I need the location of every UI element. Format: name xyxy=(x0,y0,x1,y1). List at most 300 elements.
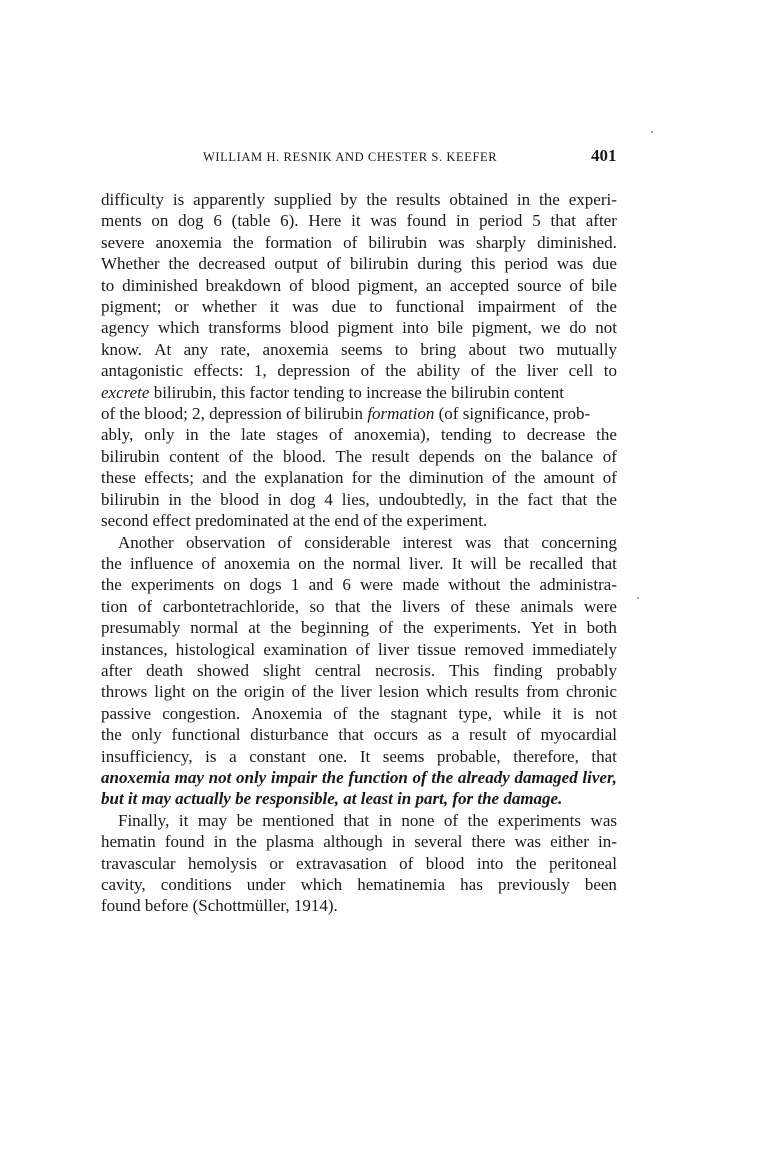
word: blood xyxy=(220,489,259,509)
word: period xyxy=(479,211,523,231)
word: to xyxy=(603,361,617,381)
word: stages xyxy=(276,425,319,445)
word: in xyxy=(563,618,577,638)
word: these xyxy=(101,468,136,488)
word: experiments. xyxy=(433,618,521,638)
word: and xyxy=(202,468,227,488)
word: during xyxy=(417,254,462,274)
word: tending xyxy=(440,425,492,445)
word: effects: xyxy=(193,361,244,381)
word: these xyxy=(475,596,511,616)
word: liver. xyxy=(408,553,444,573)
word: the xyxy=(101,575,122,595)
word: know. xyxy=(101,339,142,359)
word: either xyxy=(550,832,589,852)
word: be xyxy=(505,553,522,573)
word: the xyxy=(101,553,122,573)
word: the xyxy=(495,361,517,381)
word: from xyxy=(525,682,560,702)
paragraph-1-line xyxy=(101,424,617,445)
word: (table xyxy=(231,211,271,231)
word: diminished xyxy=(122,275,198,295)
word: of xyxy=(412,767,427,787)
word: not xyxy=(595,703,617,723)
word: constant xyxy=(249,746,306,766)
word: interest xyxy=(402,532,453,552)
word: occurs xyxy=(373,725,418,745)
word: accepted xyxy=(449,275,510,295)
word: source xyxy=(517,275,562,295)
word: the xyxy=(270,618,292,638)
word: of xyxy=(602,446,617,466)
paragraph-1-line xyxy=(101,446,617,467)
word: It xyxy=(451,553,463,573)
word: depends xyxy=(418,446,475,466)
word: removed xyxy=(464,639,524,659)
word: central xyxy=(314,660,362,680)
word: the xyxy=(321,767,344,787)
word: blood xyxy=(311,275,350,295)
word: functional xyxy=(171,725,241,745)
word: conditions xyxy=(160,875,232,894)
word: content xyxy=(169,446,220,466)
word: At xyxy=(154,339,172,359)
paragraph-2-line xyxy=(101,703,617,724)
word: normal xyxy=(352,553,401,573)
word: it xyxy=(269,297,280,317)
paragraph-1-line xyxy=(101,296,617,317)
word: dog xyxy=(290,489,316,509)
word: in xyxy=(475,489,489,509)
word: This xyxy=(449,660,480,680)
word: difficulty xyxy=(101,190,164,209)
running-head: WILLIAM H. RESNIK AND CHESTER S. KEEFER xyxy=(203,150,498,164)
word: be xyxy=(236,810,253,830)
word: recalled xyxy=(529,553,584,573)
word: pigment; xyxy=(101,297,162,317)
word: 6 xyxy=(342,575,351,595)
word: anoxemia), xyxy=(353,425,430,445)
paragraph-3-line xyxy=(101,853,617,874)
word: carbontetrachloride, xyxy=(162,596,299,616)
word: the xyxy=(431,767,454,787)
word: may xyxy=(174,767,204,787)
word: that xyxy=(591,553,617,573)
word: the xyxy=(323,553,345,573)
word: of xyxy=(450,596,465,616)
word: ments xyxy=(101,211,142,231)
word: that xyxy=(503,532,530,552)
word: stagnant xyxy=(390,703,448,723)
word: made xyxy=(402,575,440,595)
line-text: of the blood; 2, depression of bilirubin xyxy=(101,404,368,424)
word: breakdown xyxy=(205,275,282,295)
word: that xyxy=(591,746,617,766)
word: was xyxy=(514,832,542,852)
word: output xyxy=(274,254,318,274)
word: finding xyxy=(493,660,543,680)
word: origin xyxy=(244,682,285,702)
word: blood. xyxy=(282,446,326,466)
word: congestion. xyxy=(162,703,241,723)
word: the xyxy=(190,489,212,509)
paragraph-1-line xyxy=(101,489,617,510)
word: of xyxy=(201,553,216,573)
word: which xyxy=(158,318,200,338)
word: rate, xyxy=(220,339,251,359)
word: into xyxy=(402,318,429,338)
word: of xyxy=(378,618,394,638)
word: for xyxy=(351,468,372,488)
word: balance xyxy=(541,446,594,466)
word: the xyxy=(312,682,334,702)
word: in xyxy=(391,832,406,852)
word: beginning xyxy=(301,618,370,638)
word: mentioned xyxy=(262,810,334,830)
word: impairment xyxy=(477,297,556,317)
word: was xyxy=(438,232,465,252)
word: on xyxy=(223,575,241,595)
word: previously xyxy=(497,875,570,894)
word: lesion xyxy=(378,682,420,702)
word: of xyxy=(277,532,292,552)
word: of xyxy=(569,275,584,295)
word: the xyxy=(539,190,560,209)
word: in xyxy=(378,810,392,830)
paragraph-2-line xyxy=(101,660,617,681)
word: of xyxy=(328,425,344,445)
word: the xyxy=(497,489,519,509)
word: extravasation xyxy=(296,853,387,873)
word: Yet xyxy=(530,618,554,638)
word: observation xyxy=(186,532,266,552)
word: the xyxy=(358,703,380,723)
word: was xyxy=(292,297,319,317)
word: bilirubin xyxy=(368,232,428,252)
word: pigment xyxy=(337,318,394,338)
word: it xyxy=(178,810,189,830)
paragraph-3-line xyxy=(101,810,617,831)
word: that xyxy=(550,211,576,231)
word: cell xyxy=(568,361,594,381)
word: experiments xyxy=(131,575,215,595)
word: or xyxy=(174,297,189,317)
paragraph-2-line xyxy=(101,724,617,745)
page-number: 401 xyxy=(591,146,617,165)
word: 6). xyxy=(280,211,299,231)
word: on xyxy=(484,446,502,466)
word: may xyxy=(197,810,228,830)
word: 5 xyxy=(532,211,541,231)
word: Another xyxy=(118,532,174,552)
word: by xyxy=(340,190,358,209)
word: cavity, xyxy=(101,875,146,894)
word: to xyxy=(101,275,115,295)
word: of xyxy=(355,639,370,659)
word: blood xyxy=(289,318,329,338)
word: probable, xyxy=(436,746,501,766)
word: blood xyxy=(425,853,465,873)
word: the xyxy=(235,468,256,488)
paragraph-1-line xyxy=(101,275,617,296)
word: bile xyxy=(591,275,617,295)
paragraph-1-line xyxy=(101,403,617,424)
word: the xyxy=(232,232,254,252)
word: an xyxy=(425,275,442,295)
scan-speck xyxy=(651,131,653,133)
word: without xyxy=(448,575,501,595)
word: the xyxy=(379,468,401,488)
word: formation xyxy=(264,232,332,252)
word: 6 xyxy=(213,211,222,231)
paragraph-2-line xyxy=(101,639,617,660)
word: mutually xyxy=(556,339,617,359)
word: were xyxy=(360,575,394,595)
word: that xyxy=(338,725,364,745)
word: liver xyxy=(340,682,372,702)
paragraph-2-last-line: but it may actually be responsible, at least in part, for the damage. xyxy=(101,789,563,809)
word: the xyxy=(509,575,531,595)
word: to xyxy=(502,425,516,445)
word: effects; xyxy=(144,468,194,488)
word: that xyxy=(343,810,370,830)
paragraph-2-emphasis-line xyxy=(101,767,617,788)
word: pigment, xyxy=(471,318,532,338)
body-text xyxy=(101,189,617,917)
word: the xyxy=(216,682,238,702)
word: the xyxy=(101,725,122,745)
word: to xyxy=(394,339,409,359)
word: examination xyxy=(263,639,348,659)
word: the xyxy=(209,425,231,445)
paragraph-3-line xyxy=(101,831,617,852)
word: two xyxy=(518,339,545,359)
word: pigment, xyxy=(357,275,418,295)
paragraph-1-line xyxy=(101,360,617,381)
word: tissue xyxy=(417,639,457,659)
word: It xyxy=(359,746,371,766)
paragraph-1-line xyxy=(101,210,617,231)
word: result xyxy=(371,446,410,466)
word: dogs xyxy=(249,575,282,595)
word: is xyxy=(572,703,585,723)
word: Whether xyxy=(101,254,160,274)
word: bilirubin xyxy=(101,446,160,466)
word: results xyxy=(474,682,520,702)
paragraph-2-line xyxy=(101,553,617,574)
word: the xyxy=(402,618,424,638)
word: on xyxy=(151,211,169,231)
word: were xyxy=(583,596,617,616)
word: anoxemia xyxy=(223,553,291,573)
paragraph-1-line xyxy=(101,339,617,360)
word: the xyxy=(596,297,617,317)
word: to xyxy=(369,297,383,317)
word: of xyxy=(291,682,306,702)
word: of xyxy=(470,361,485,381)
word: of xyxy=(343,232,358,252)
word: the xyxy=(168,254,190,274)
word: which xyxy=(426,682,468,702)
word: concerning xyxy=(541,532,617,552)
word: severe xyxy=(101,232,145,252)
word: instances, xyxy=(101,639,168,659)
word: of xyxy=(399,853,414,873)
word: do xyxy=(569,318,587,338)
word: necrosis. xyxy=(375,660,436,680)
word: showed xyxy=(197,660,249,680)
word: therefore, xyxy=(513,746,579,766)
word: fact xyxy=(527,489,553,509)
paragraph-1-line xyxy=(101,189,617,210)
paragraph-2-line xyxy=(101,532,617,553)
word: the xyxy=(252,446,274,466)
word: one. xyxy=(318,746,348,766)
word: under xyxy=(246,875,286,894)
word: type, xyxy=(458,703,492,723)
word: seems xyxy=(340,339,383,359)
word: any xyxy=(183,339,209,359)
word: results xyxy=(396,190,441,209)
word: 1 xyxy=(290,575,300,595)
word: the xyxy=(366,190,388,209)
word: about xyxy=(468,339,507,359)
word: seems xyxy=(382,746,425,766)
word: which xyxy=(300,875,343,894)
word: damaged xyxy=(514,767,578,787)
word: decrease xyxy=(526,425,586,445)
paragraph-1-line xyxy=(101,467,617,488)
word: the xyxy=(467,810,489,830)
word: this xyxy=(470,254,496,274)
word: not xyxy=(208,767,232,787)
emphasis-formation: formation xyxy=(367,404,435,424)
paragraph-3-last-line: found before (Schottmüller, 1914). xyxy=(101,896,338,916)
paragraph-2-line xyxy=(101,596,617,617)
word: been xyxy=(584,875,617,894)
word: experi- xyxy=(568,190,617,209)
word: anoxemia xyxy=(101,767,170,787)
word: bilirubin xyxy=(101,489,160,509)
word: although xyxy=(323,832,383,852)
word: in xyxy=(185,425,199,445)
word: liver, xyxy=(582,767,617,787)
word: amount xyxy=(543,468,595,488)
word: ably, xyxy=(101,425,134,445)
word: on xyxy=(298,553,316,573)
word: lies, xyxy=(341,489,370,509)
word: 1, xyxy=(254,361,267,381)
word: dog xyxy=(178,211,204,231)
word: of xyxy=(491,468,507,488)
word: in xyxy=(516,190,531,209)
word: of xyxy=(333,703,348,723)
word: anoxemia xyxy=(262,339,329,359)
paragraph-3-line xyxy=(101,874,617,895)
word: diminished. xyxy=(537,232,617,252)
word: is xyxy=(172,190,185,209)
word: of xyxy=(137,596,153,616)
word: the xyxy=(515,853,537,873)
word: of xyxy=(360,361,375,381)
word: in xyxy=(213,832,227,852)
word: slight xyxy=(263,660,301,680)
paragraph-2-line xyxy=(101,574,617,595)
word: while xyxy=(503,703,541,723)
word: agency xyxy=(101,318,150,338)
word: not xyxy=(595,318,617,338)
word: in xyxy=(168,489,182,509)
word: myocardial xyxy=(540,725,617,745)
word: chronic xyxy=(565,682,617,702)
word: probably xyxy=(556,660,617,680)
scan-speck xyxy=(637,597,639,599)
word: passive xyxy=(101,703,152,723)
word: was xyxy=(464,532,492,552)
word: diminution xyxy=(408,468,484,488)
word: both xyxy=(586,618,617,638)
paragraph-1-line xyxy=(101,382,617,403)
word: Here xyxy=(308,211,342,231)
word: animals xyxy=(520,596,574,616)
word: of xyxy=(443,810,459,830)
word: hematinemia xyxy=(357,875,446,894)
word: several xyxy=(414,832,463,852)
line-text: bilirubin, this factor tending to increase the bilirubin content xyxy=(149,382,564,402)
word: explanation xyxy=(264,468,344,488)
word: or xyxy=(269,853,284,873)
word: obtained xyxy=(449,190,508,209)
word: considerable xyxy=(304,532,391,552)
word: the xyxy=(236,832,257,852)
word: the xyxy=(514,468,536,488)
word: the xyxy=(510,446,532,466)
word: it xyxy=(552,703,562,723)
word: in xyxy=(267,489,282,509)
word: The xyxy=(335,446,362,466)
word: and xyxy=(308,575,334,595)
word: presumably xyxy=(101,618,181,638)
paragraph-2-line xyxy=(101,746,617,767)
word: that xyxy=(561,489,588,509)
word: of xyxy=(326,254,341,274)
word: supplied xyxy=(273,190,332,209)
word: as xyxy=(427,725,442,745)
word: that xyxy=(335,596,361,616)
word: in xyxy=(456,211,470,231)
word: influence xyxy=(130,553,194,573)
word: after xyxy=(101,660,133,680)
word: a xyxy=(451,725,460,745)
word: it xyxy=(351,211,361,231)
word: sharply xyxy=(475,232,526,252)
word: was xyxy=(556,254,584,274)
line-text: (of significance, prob- xyxy=(434,404,591,424)
word: late xyxy=(241,425,266,445)
word: at xyxy=(248,618,261,638)
paragraph-2-line xyxy=(101,681,617,702)
word: peritoneal xyxy=(548,853,617,873)
word: immediately xyxy=(532,639,617,659)
word: of xyxy=(602,468,617,488)
word: result xyxy=(469,725,507,745)
word: plasma xyxy=(265,832,315,852)
word: liver xyxy=(526,361,559,381)
word: Finally, xyxy=(118,810,170,830)
word: bile xyxy=(437,318,463,338)
word: travascular xyxy=(101,853,176,873)
word: was xyxy=(590,810,617,830)
